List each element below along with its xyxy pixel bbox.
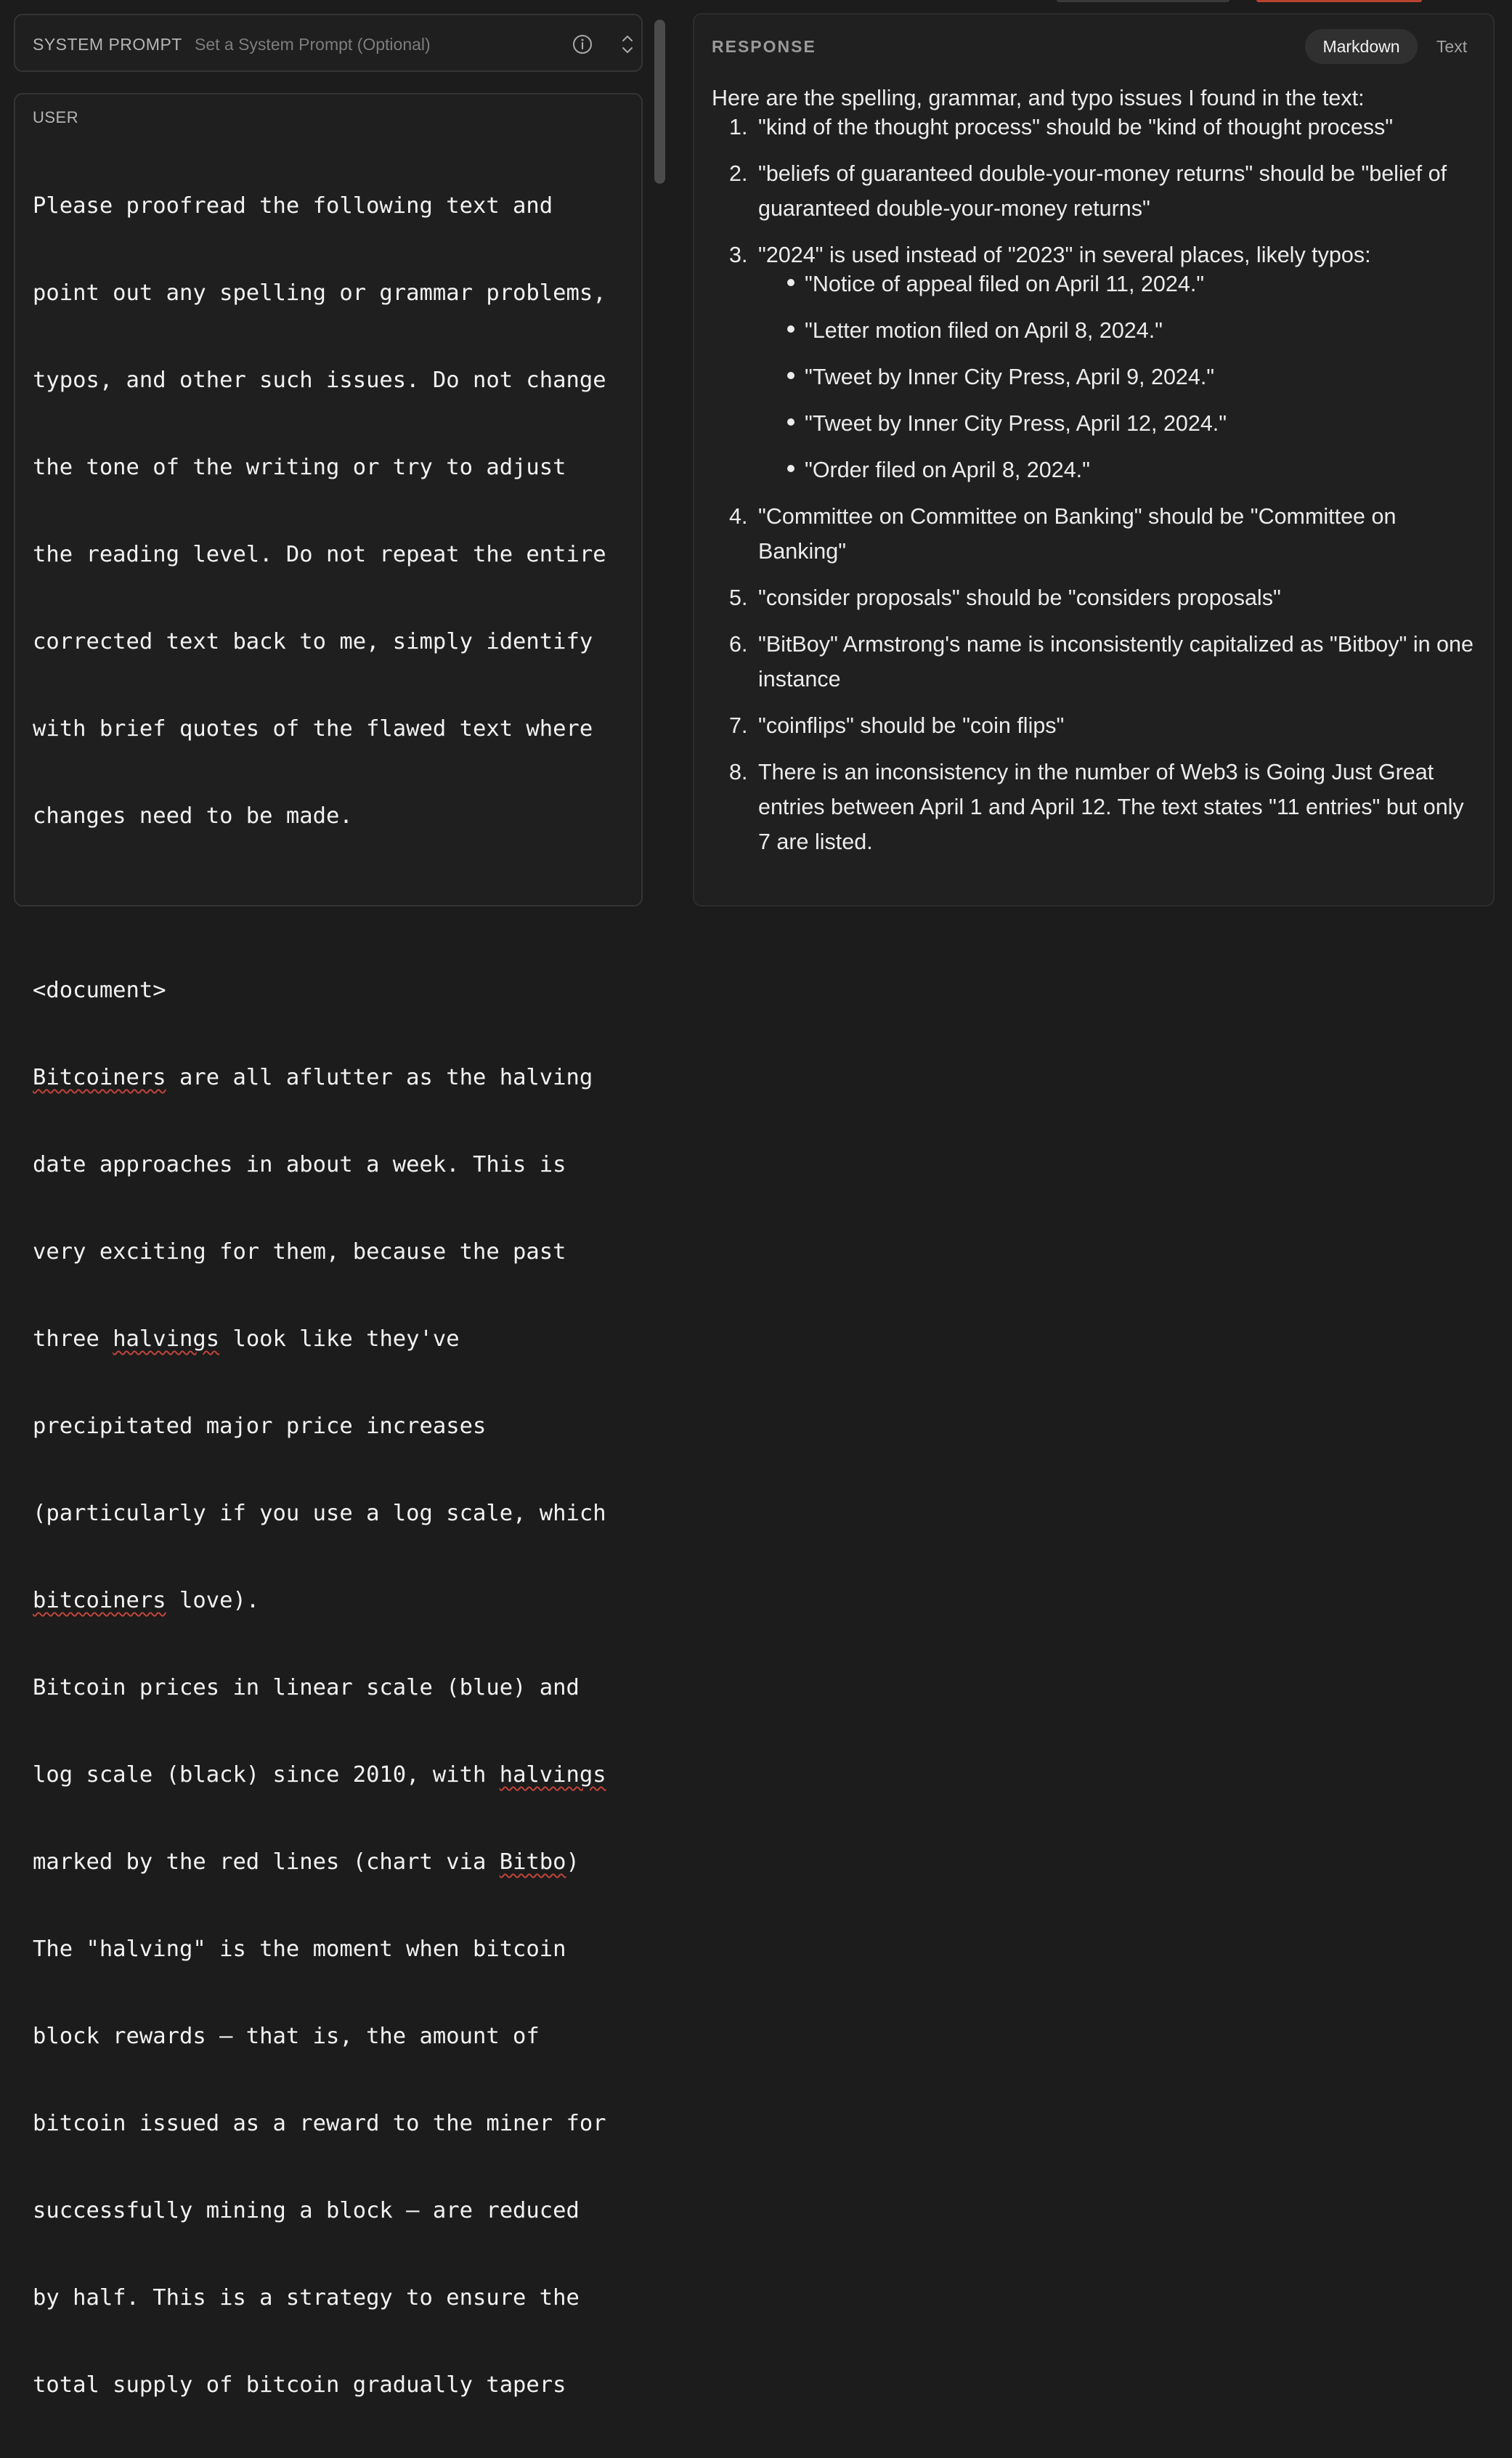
list-item-number: 2. xyxy=(729,161,748,186)
sub-list-item-text: "Letter motion filed on April 8, 2024." xyxy=(805,318,1163,343)
user-text-line: very exciting for them, because the past xyxy=(33,1239,566,1265)
list-item-number: 7. xyxy=(729,713,748,738)
top-action-stub[interactable] xyxy=(1256,0,1422,2)
user-text-line: total supply of bitcoin gradually tapers xyxy=(33,2372,566,2398)
user-text-line: bitcoin issued as a reward to the miner for xyxy=(33,2111,606,2136)
sub-list-item-text: "Tweet by Inner City Press, April 12, 2024." xyxy=(805,411,1227,436)
list-item-text: "beliefs of guaranteed double-your-money returns" should be "belief of guaranteed double-your-money returns" xyxy=(758,161,1447,221)
user-text-line: bitcoiners love). xyxy=(33,1588,260,1613)
user-text-line xyxy=(33,889,643,918)
info-icon[interactable] xyxy=(572,34,593,54)
system-prompt-label: SYSTEM PROMPT xyxy=(33,35,182,54)
misspelled-word[interactable]: halvings xyxy=(113,1326,220,1352)
bullet-icon xyxy=(787,465,794,472)
user-text-line: Bitcoin prices in linear scale (blue) and xyxy=(33,1675,580,1700)
user-text-line: changes need to be made. xyxy=(33,803,353,829)
user-text-line: <document> xyxy=(33,978,166,1003)
system-prompt-field[interactable] xyxy=(14,14,643,72)
sub-list-item-text: "Notice of appeal filed on April 11, 2024." xyxy=(805,272,1205,296)
response-intro: Here are the spelling, grammar, and typo issues I found in the text: xyxy=(712,86,1365,110)
system-prompt-placeholder[interactable]: Set a System Prompt (Optional) xyxy=(195,35,431,54)
user-text-line: log scale (black) since 2010, with halvings xyxy=(33,1762,606,1788)
user-text-line: date approaches in about a week. This is xyxy=(33,1152,566,1177)
response-pane xyxy=(693,13,1495,906)
list-item-text: "Committee on Committee on Banking" should be "Committee on Banking" xyxy=(758,504,1397,564)
prompt-pane xyxy=(0,0,654,2398)
list-item-text: "coinflips" should be "coin flips" xyxy=(758,713,1065,738)
chevron-up-down-icon[interactable] xyxy=(621,33,634,56)
list-item-text: There is an inconsistency in the number of Web3 is Going Just Great entries between April 1 and April 12. The text states "11 entries" but only 7 are listed. xyxy=(758,760,1464,854)
user-text-line: block rewards — that is, the amount of xyxy=(33,2024,540,2049)
list-item-text: "consider proposals" should be "considers proposals" xyxy=(758,585,1281,610)
list-item-number: 1. xyxy=(729,115,748,139)
text-view-button[interactable]: Text xyxy=(1436,37,1468,56)
user-text-line: with brief quotes of the flawed text where xyxy=(33,716,593,742)
user-text-line: by half. This is a strategy to ensure the xyxy=(33,2285,580,2311)
response-label: RESPONSE xyxy=(712,37,816,56)
misspelled-word[interactable]: Bitbo xyxy=(499,1849,566,1875)
list-item-text: "BitBoy" Armstrong's name is inconsistently capitalized as "Bitboy" in one instance xyxy=(758,632,1474,691)
list-item-number: 8. xyxy=(729,760,748,784)
top-tab-stub[interactable] xyxy=(1057,0,1229,2)
sub-list-item-text: "Tweet by Inner City Press, April 9, 2024." xyxy=(805,365,1215,389)
user-text-line: corrected text back to me, simply identify xyxy=(33,629,593,654)
bullet-icon xyxy=(787,279,794,286)
list-item-number: 3. xyxy=(729,243,748,267)
list-item-number: 4. xyxy=(729,504,748,529)
user-text-line: successfully mining a block — are reduced xyxy=(33,2198,580,2223)
misspelled-word[interactable]: bitcoiners xyxy=(33,1588,166,1613)
user-text-line: typos, and other such issues. Do not change xyxy=(33,368,606,393)
sub-list-item-text: "Order filed on April 8, 2024." xyxy=(805,458,1090,482)
list-item-number: 6. xyxy=(729,632,748,657)
markdown-view-button[interactable]: Markdown xyxy=(1305,29,1418,64)
bullet-icon xyxy=(787,372,794,379)
user-message-box[interactable] xyxy=(14,93,643,2398)
user-text-line: point out any spelling or grammar problems, xyxy=(33,280,606,306)
user-text-line: (particularly if you use a log scale, which xyxy=(33,1501,606,1526)
list-item-text: "2024" is used instead of "2023" in several places, likely typos: xyxy=(758,243,1371,267)
user-text-line: marked by the red lines (chart via Bitbo) xyxy=(33,1849,580,1875)
user-role-label: USER xyxy=(33,108,79,126)
user-text-line: Bitcoiners are all aflutter as the halving xyxy=(33,1065,593,1090)
user-text-line: the reading level. Do not repeat the entire xyxy=(33,542,606,567)
bullet-icon xyxy=(787,325,794,333)
user-message-textarea[interactable] xyxy=(33,134,643,2458)
prompt-scrollbar-thumb[interactable] xyxy=(654,20,665,184)
list-item-text: "kind of the thought process" should be "kind of thought process" xyxy=(758,115,1394,139)
user-text-line: precipitated major price increases xyxy=(33,1413,487,1439)
user-text-line: The "halving" is the moment when bitcoin xyxy=(33,1936,566,1962)
user-text-line: Please proofread the following text and xyxy=(33,193,553,219)
misspelled-word[interactable]: Bitcoiners xyxy=(33,1065,166,1090)
user-text-line: the tone of the writing or try to adjust xyxy=(33,455,566,480)
list-item-number: 5. xyxy=(729,585,748,610)
user-text-line: three halvings look like they've xyxy=(33,1326,460,1352)
misspelled-word[interactable]: halvings xyxy=(499,1762,606,1788)
bullet-icon xyxy=(787,418,794,426)
